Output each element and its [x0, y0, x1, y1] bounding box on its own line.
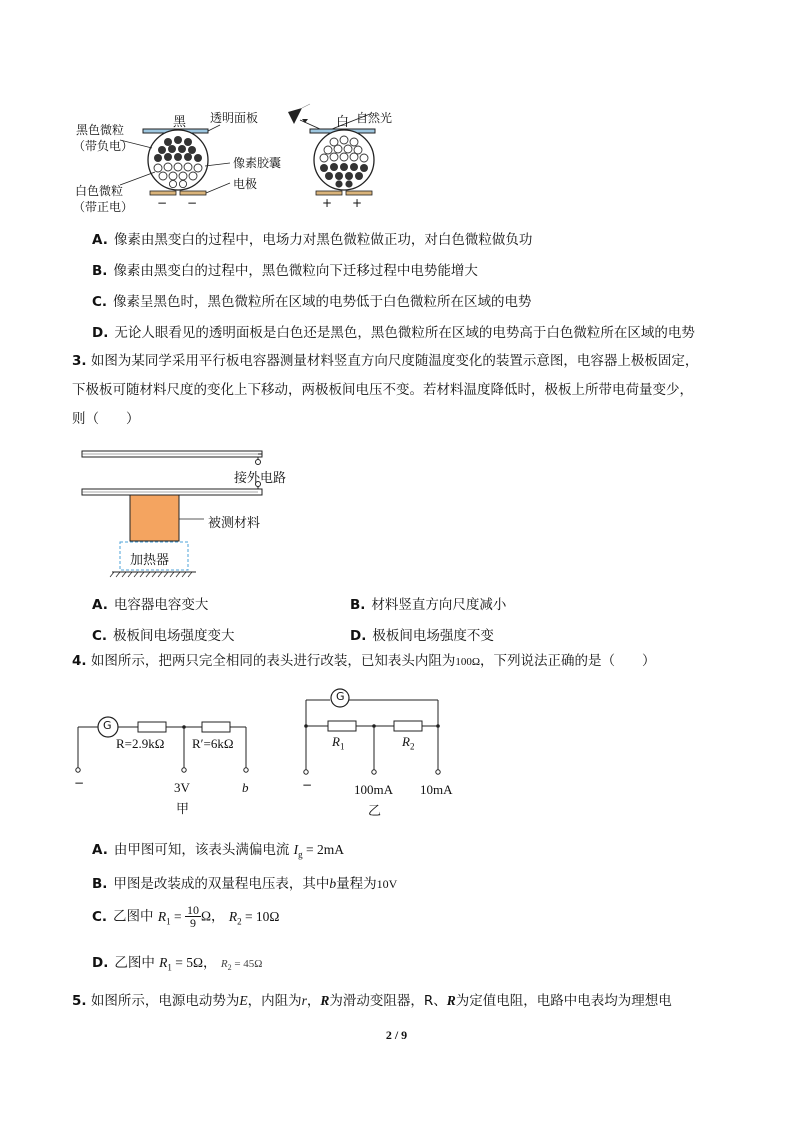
figure-caption-yi: 乙 [368, 804, 382, 819]
label-natural-light: 自然光 [356, 111, 393, 125]
page-number: 2 / 9 [385, 1028, 408, 1042]
figure-caption-jia: 甲 [176, 802, 190, 817]
q3-option-b[interactable]: B. 材料竖直方向尺度减小 [350, 597, 507, 613]
label-r1: $R_1$ [332, 734, 345, 752]
label-heater: 加热器 [130, 553, 170, 568]
label-pixel-capsule: 像素胶囊 [233, 156, 282, 170]
q4-option-b[interactable]: B. 甲图是改装成的双量程电压表，其中b量程为10V [92, 876, 398, 892]
label-3v-terminal: 3V [174, 780, 190, 795]
figure-q2 [70, 100, 410, 215]
label-resistor-r-prime: R′=6kΩ [192, 736, 234, 751]
label-black-particle: 黑色微粒 [76, 123, 125, 137]
figure-q4-jia [68, 710, 268, 820]
figure-q3 [70, 445, 300, 585]
label-minus-1: − [157, 196, 168, 210]
label-resistor-r: R=2.9kΩ [116, 736, 165, 751]
galvanometer-icon: G [336, 690, 345, 703]
q3-stem: 3. 如图为某同学采用平行板电容器测量材料竖直方向尺度随温度变化的装置示意图，电容器上极板固定， 下极板可随材料尺度的变化上下移动，两极板间电压不变。若材料温度降低时，极板上所带电荷量变少， 则（ ） [72, 353, 699, 427]
q2-option-c[interactable]: C. 像素呈黑色时，黑色微粒所在区域的电势低于白色微粒所在区域的电势 [92, 294, 532, 310]
label-electrode: 电极 [233, 177, 258, 191]
q3-option-a[interactable]: A. 电容器电容变大 [92, 597, 209, 613]
q3-option-d[interactable]: D. 极板间电场强度不变 [350, 628, 494, 644]
label-material: 被测材料 [208, 516, 261, 531]
q4-option-c[interactable]: C. 乙图中 $R_1$ = $\frac{10}{9}$ Ω， $R_2 = 10\Omega$ [92, 903, 280, 930]
q3-option-c[interactable]: C. 极板间电场强度变大 [92, 628, 235, 644]
label-minus-terminal: − [74, 776, 85, 790]
label-negative-charge: （带负电） [73, 139, 134, 153]
q2-option-d[interactable]: D. 无论人眼看见的透明面板是白色还是黑色，黑色微粒所在区域的电势高于白色微粒所在区域的电势 [92, 325, 695, 341]
q4-stem: 4. 如图所示，把两只完全相同的表头进行改装，已知表头内阻为100Ω，下列说法正确的是（ ） [72, 653, 656, 669]
ammeter-circuit [296, 684, 476, 820]
galvanometer-icon: G [103, 719, 112, 732]
eye-icon [288, 108, 302, 124]
voltmeter-circuit [68, 710, 268, 820]
q4-option-a[interactable]: A. 由甲图可知，该表头满偏电流 $I_g = 2mA$ [92, 842, 344, 860]
label-minus-2: − [187, 196, 198, 210]
q5-stem: 5. 如图所示，电源电动势为E，内阻为r，R为滑动变阻器，R、R为定值电阻，电路中电表均为理想电 [72, 993, 672, 1009]
capacitor-diagram [70, 445, 300, 585]
label-10ma-terminal: 10mA [420, 782, 453, 797]
q4-option-d[interactable]: D. 乙图中 $R_1 = 5\Omega$， $R_2 = 45\Omega$ [92, 955, 263, 973]
label-black: 黑 [173, 115, 187, 130]
label-white-particle: 白色微粒 [75, 184, 124, 198]
q2-option-a[interactable]: A. 像素由黑变白的过程中，电场力对黑色微粒做正功，对白色微粒做负功 [92, 232, 533, 248]
label-external-circuit: 接外电路 [234, 471, 287, 486]
label-plus-2: + [352, 196, 363, 210]
label-white: 白 [336, 115, 350, 130]
label-transparent-panel: 透明面板 [210, 111, 259, 125]
label-b-terminal: b [242, 780, 249, 795]
label-r2: $R_2$ [402, 734, 415, 752]
label-minus-terminal: − [302, 778, 313, 792]
label-positive-charge: （带正电） [73, 200, 134, 214]
q2-option-b[interactable]: B. 像素由黑变白的过程中，黑色微粒向下迁移过程中电势能增大 [92, 263, 478, 279]
figure-q4-yi [296, 684, 476, 820]
label-100ma-terminal: 100mA [354, 782, 393, 797]
label-plus-1: + [322, 196, 333, 210]
